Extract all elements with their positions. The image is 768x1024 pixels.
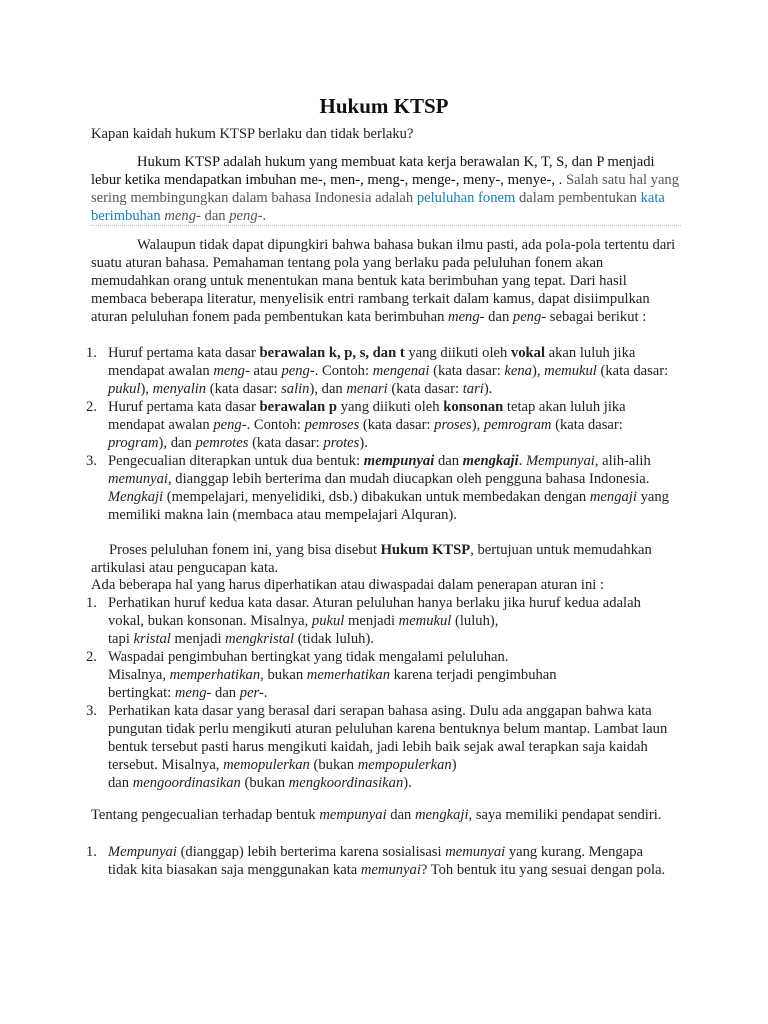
page-title: Hukum KTSP	[319, 94, 449, 118]
r1-italic: pukul	[108, 381, 141, 397]
intro-text-3: dalam pembentukan	[518, 190, 637, 206]
p3-text: Proses peluluhan fonem ini, yang bisa disebut	[109, 542, 377, 558]
list-item	[108, 702, 673, 792]
r1-text: (kata dasar:	[600, 363, 669, 379]
notes-list	[108, 594, 673, 792]
r1-italic: menari	[346, 381, 388, 397]
r2-text: tetap akan luluh jika mendapat awalan	[108, 399, 626, 433]
n2-text: dan	[215, 685, 237, 701]
n1-text: tapi	[108, 631, 130, 647]
r1-italic: peng-	[281, 363, 315, 379]
n3-italic: mengkoordinasikan	[288, 775, 404, 791]
r1-bold: vokal	[510, 345, 545, 361]
r1-text: (kata dasar:	[433, 363, 501, 379]
r1-text: ), dan	[309, 381, 343, 397]
p2-text: Walaupun tidak dapat dipungkiri bahwa bahasa bukan ilmu pasti, ada pola-pola tertentu dari suatu aturan bahasa. Pemahaman tentang pola yang berlaku pada peluluhan fonem akan memudahkan orang untuk menentukan mana bentuk kata berimbuhan yang tepat. Dari hasil membaca beberapa literatur, menyelisik entri rambang terkait dalam kamus, dapat disiimpulkan aturan peluluhan fonem pada pembentukan kata berimbuhan	[91, 237, 676, 325]
p5-text: dan	[390, 807, 412, 823]
list-item	[108, 344, 673, 398]
r2-text: ),	[471, 417, 481, 433]
n2-italic: memperhatikan	[169, 667, 261, 683]
r1-italic: memukul	[544, 363, 597, 379]
question-line: Kapan kaidah hukum KTSP berlaku dan tidak berlaku?	[91, 126, 414, 142]
r3-text: yang memiliki makna lain (membaca atau mempelajari Alquran).	[108, 489, 669, 523]
r2-text: Huruf pertama kata dasar	[108, 399, 256, 415]
intro-peng: peng-	[229, 208, 263, 224]
paragraph-4: Ada beberapa hal yang harus diperhatikan atau diwaspadai dalam penerapan aturan ini :	[91, 577, 604, 593]
r1-bold: berawalan k, p, s, dan t	[259, 345, 405, 361]
r3-bold: mengkaji	[462, 453, 519, 469]
p2-peng: peng-	[512, 309, 547, 325]
n3-italic: memopulerkan	[223, 757, 310, 773]
r1-text: ),	[531, 363, 541, 379]
list-item	[108, 843, 673, 879]
o1-text: (dianggap) lebih berterima karena sosialisasi	[180, 844, 442, 860]
rules-list	[108, 344, 673, 524]
n3-text: (bukan	[244, 775, 286, 791]
r2-italic: program	[108, 435, 159, 451]
r2-italic: pemroses	[304, 417, 360, 433]
r1-italic: salin	[281, 381, 310, 397]
n2-text: Waspadai pengimbuhan bertingkat yang tidak mengalami peluluhan.	[108, 649, 509, 665]
n2-text: Misalnya,	[108, 667, 166, 683]
r2-text: ), dan	[158, 435, 192, 451]
r2-text: yang diikuti oleh	[340, 399, 440, 415]
p2-meng: meng-	[448, 309, 485, 325]
intro-text-2: Salah satu hal yang sering membingungkan dalam bahasa Indonesia adalah	[91, 172, 680, 206]
r2-bold: konsonan	[443, 399, 504, 415]
r2-bold: berawalan p	[259, 399, 337, 415]
r2-italic: proses	[434, 417, 472, 433]
r2-text: (kata dasar:	[252, 435, 320, 451]
r1-text: (kata dasar:	[391, 381, 460, 397]
n3-text: dan	[108, 775, 130, 791]
r1-italic: meng-	[213, 363, 250, 379]
r1-italic: menyalin	[152, 381, 207, 397]
r3-italic: Mempunyai	[525, 453, 595, 469]
n3-text: )	[451, 757, 457, 773]
o1-text: ? Toh bentuk itu yang sesuai dengan pola.	[420, 862, 666, 878]
o1-italic: memunyai	[360, 862, 421, 878]
p2-end: sebagai berikut :	[549, 309, 647, 325]
list-item	[108, 398, 673, 452]
r3-italic: mengaji	[589, 489, 637, 505]
n2-italic: memerhatikan	[306, 667, 391, 683]
p2-dan: dan	[488, 309, 510, 325]
r1-text: (kata dasar:	[209, 381, 278, 397]
r3-text: Pengecualian diterapkan untuk dua bentuk:	[108, 453, 361, 469]
n2-text: bertingkat:	[108, 685, 172, 701]
r1-italic: mengenai	[372, 363, 430, 379]
r1-text: . Contoh:	[314, 363, 370, 379]
r2-text: ).	[359, 435, 368, 451]
n1-text: (tidak luluh).	[297, 631, 374, 647]
o1-italic: Mempunyai	[108, 844, 177, 860]
r3-text: .	[518, 453, 523, 469]
r3-text: dan	[437, 453, 460, 469]
n3-italic: mengoordinasikan	[132, 775, 241, 791]
r1-italic: kena	[504, 363, 532, 379]
p5-text: Tentang pengecualian terhadap bentuk	[91, 807, 316, 823]
p3-text: , bertujuan untuk memudahkan artikulasi atau pengucapan kata.	[91, 542, 652, 576]
n1-text: (luluh),	[455, 613, 499, 629]
intro-text-1: Hukum KTSP adalah hukum yang membuat kata kerja berawalan K, T, S, dan P menjadi lebur ketika mendapatkan imbuhan me-, men-, meng-, menge-, meny-, menye-, .	[91, 154, 655, 188]
divider	[91, 225, 681, 226]
intro-dan: dan	[204, 208, 226, 224]
r3-text: (mempelajari, menyelidiki, dsb.) dibakukan untuk membedakan dengan	[166, 489, 587, 505]
list-item	[108, 452, 673, 524]
r2-text: . Contoh:	[246, 417, 301, 433]
n2-italic: per-	[239, 685, 264, 701]
intro-paragraph	[91, 153, 681, 225]
r2-italic: protes	[323, 435, 360, 451]
n1-italic: memukul	[398, 613, 452, 629]
p5-text: , saya memiliki pendapat sendiri.	[468, 807, 662, 823]
n1-italic: pukul	[311, 613, 345, 629]
r1-text: akan luluh jika mendapat awalan	[108, 345, 636, 379]
r1-text: Huruf pertama kata dasar	[108, 345, 256, 361]
r3-text: , alih-alih	[594, 453, 651, 469]
r2-text: (kata dasar:	[362, 417, 431, 433]
n3-text: ).	[403, 775, 412, 791]
intro-end: .	[262, 208, 267, 224]
link-peluluhan-fonem[interactable]: peluluhan fonem	[416, 190, 516, 206]
n2-text: , bukan	[260, 667, 304, 683]
r1-text: ).	[483, 381, 493, 397]
r3-bold: mempunyai	[363, 453, 435, 469]
n1-text: menjadi	[347, 613, 395, 629]
n3-italic: mempopulerkan	[357, 757, 452, 773]
n1-italic: mengkristal	[225, 631, 295, 647]
r1-text: atau	[253, 363, 278, 379]
n3-text: (bukan	[313, 757, 355, 773]
intro-meng: meng-	[164, 208, 201, 224]
p5-italic: mengkaji	[415, 807, 469, 823]
o1-text: yang kurang. Mengapa tidak kita biasakan saja menggunakan kata	[108, 844, 643, 878]
opinion-list	[108, 843, 673, 879]
n2-italic: meng-	[174, 685, 212, 701]
r2-italic: pemrogram	[483, 417, 552, 433]
r1-text: ),	[140, 381, 149, 397]
r3-italic: memunyai	[108, 471, 168, 487]
r2-italic: peng-	[213, 417, 247, 433]
p3-bold: Hukum KTSP	[380, 542, 471, 558]
r1-italic: tari	[462, 381, 484, 397]
link-kata-berimbuhan[interactable]: kata berimbuhan	[91, 190, 665, 224]
r3-text: , dianggap lebih berterima dan mudah diucapkan oleh pengguna bahasa Indonesia.	[167, 471, 650, 487]
r1-text: yang diikuti oleh	[408, 345, 508, 361]
p5-italic: mempunyai	[319, 807, 387, 823]
paragraph-2	[91, 236, 681, 326]
list-item	[108, 648, 673, 702]
paragraph-3	[91, 541, 681, 577]
n1-text: Perhatikan huruf kedua kata dasar. Aturan peluluhan hanya berlaku jika huruf kedua adalah vokal, bukan konsonan. Misalnya,	[108, 595, 641, 629]
r3-italic: Mengkaji	[108, 489, 164, 505]
n3-text: Perhatikan kata dasar yang berasal dari serapan bahasa asing. Dulu ada anggapan bahwa kata pungutan tidak perlu mengikuti aturan peluluhan karena bentuknya belum mantap. Lambat laun bentuk tersebut pasti harus mengikuti kaidah, jadi lebih baik sejak awal terapkan saja kaidah tersebut. Misalnya,	[108, 703, 668, 773]
r2-text: (kata dasar:	[555, 417, 623, 433]
list-item	[108, 594, 673, 648]
r2-italic: pemrotes	[195, 435, 249, 451]
o1-italic: memunyai	[445, 844, 506, 860]
n2-text: karena terjadi pengimbuhan	[393, 667, 557, 683]
n2-text: .	[263, 685, 268, 701]
paragraph-5	[91, 806, 681, 824]
n1-text: menjadi	[174, 631, 222, 647]
n1-italic: kristal	[133, 631, 171, 647]
